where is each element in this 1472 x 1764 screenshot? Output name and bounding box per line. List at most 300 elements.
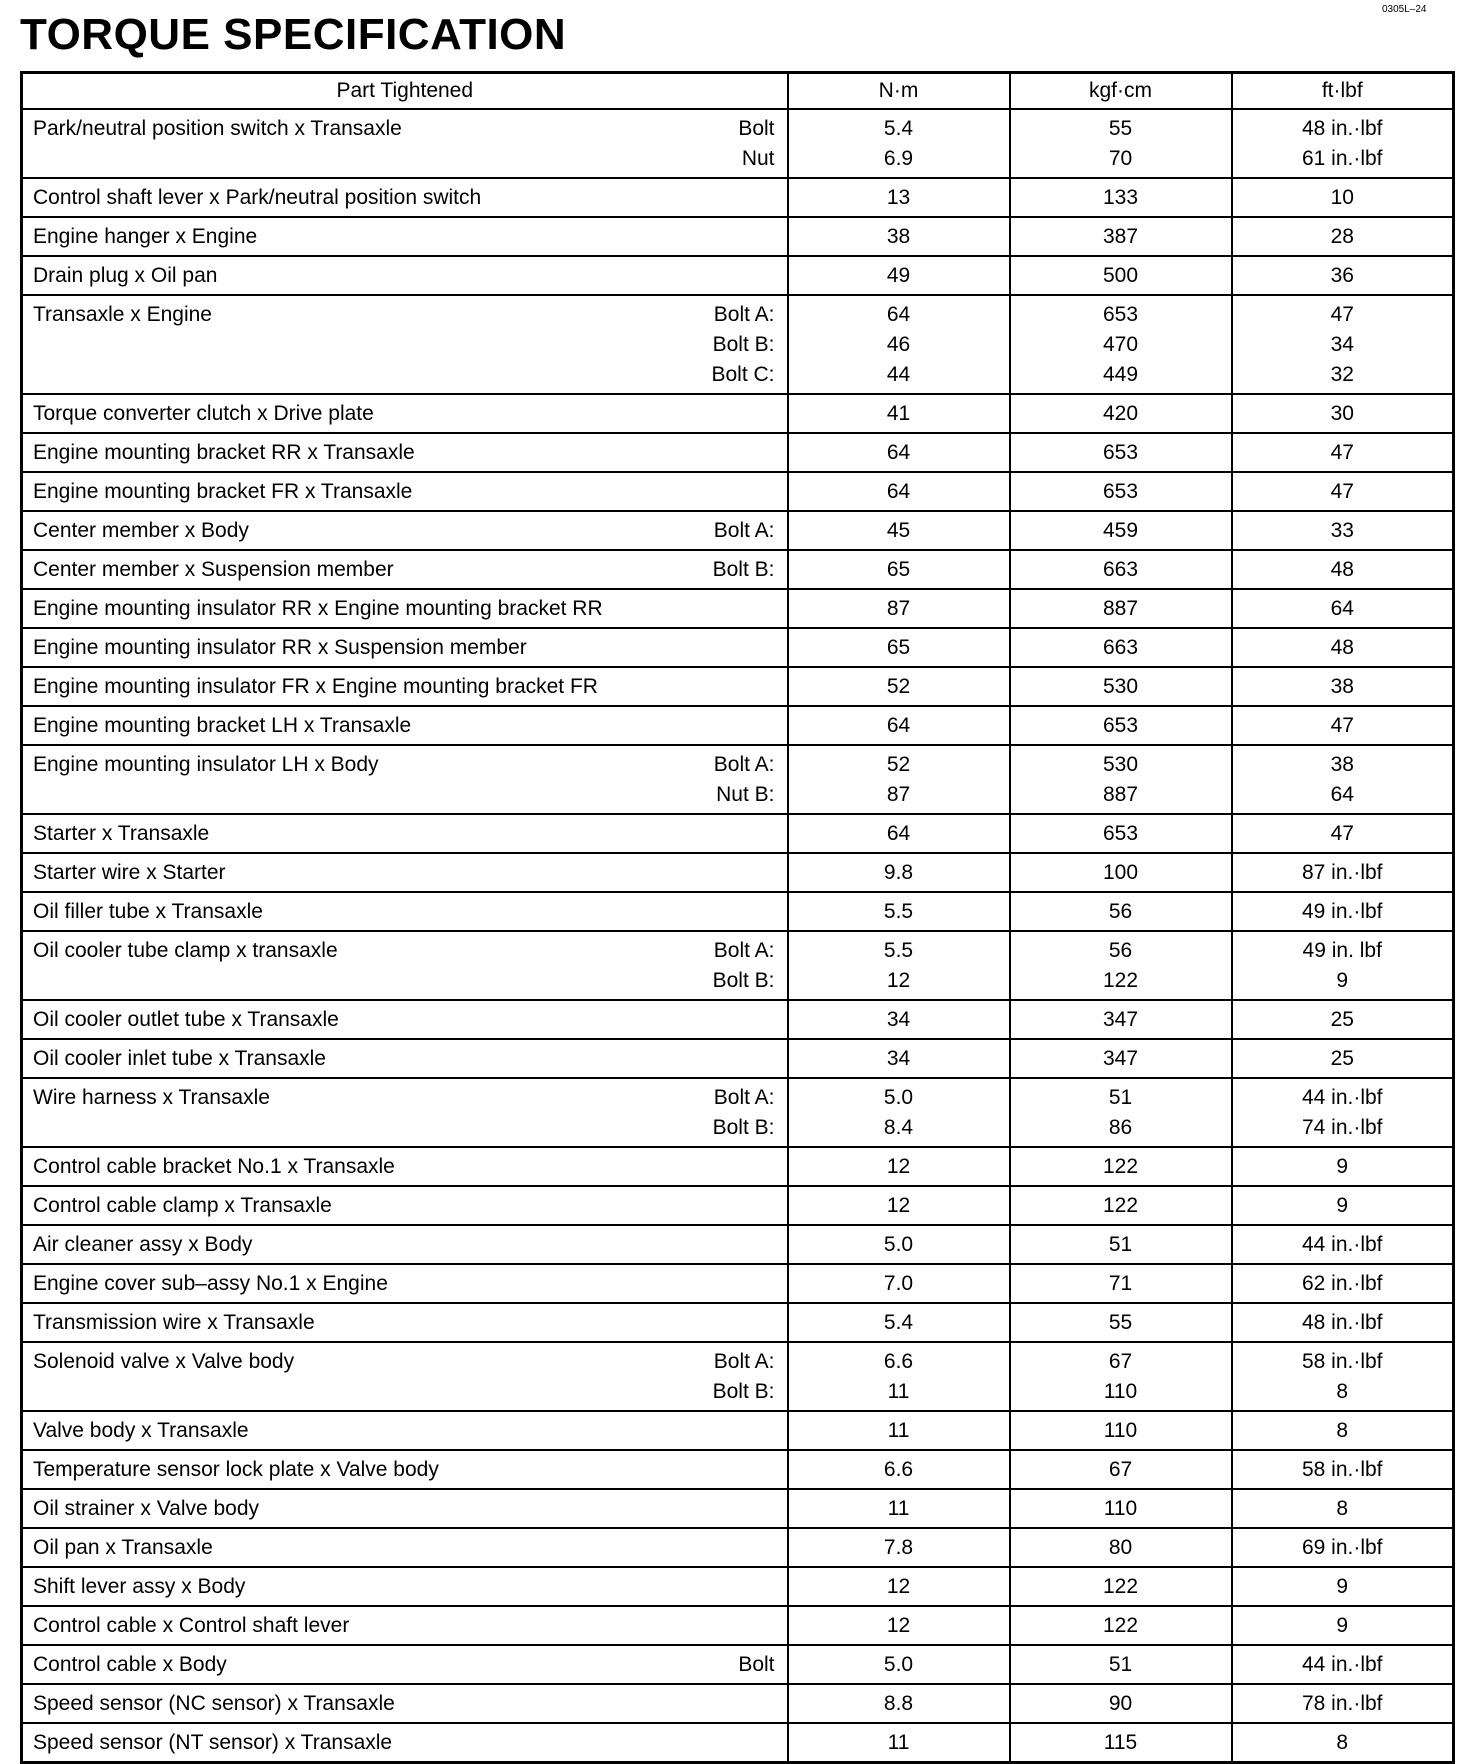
ftlbf-cell [1232, 1303, 1454, 1342]
nm-value: 8.4 [883, 1116, 914, 1139]
part-cell-content [33, 750, 775, 810]
nm-cell [788, 1303, 1010, 1342]
table-row [22, 628, 1454, 667]
ftlbf-value: 48 in.·lbf [1301, 117, 1383, 140]
part-cell-content [33, 114, 775, 174]
ftlbf-cell [1232, 745, 1454, 814]
nm-value: 87 [886, 783, 911, 806]
nm-value: 34 [886, 1047, 911, 1070]
part-cell [22, 1039, 788, 1078]
kgfcm-cell [1010, 1039, 1232, 1078]
kgfcm-cell [1010, 1186, 1232, 1225]
nm-value: 11 [887, 1419, 910, 1442]
part-cell-content [33, 711, 775, 741]
part-cell-content [33, 183, 775, 213]
nm-value: 12 [886, 1575, 911, 1598]
nm-value: 6.6 [883, 1350, 914, 1373]
ftlbf-cell [1232, 1528, 1454, 1567]
ftlbf-cell [1232, 1039, 1454, 1078]
part-name: Torque converter clutch x Drive plate [33, 402, 374, 425]
table-row [22, 745, 1454, 814]
fastener-label: Bolt A: [713, 1086, 775, 1109]
part-cell [22, 1450, 788, 1489]
ftlbf-cell [1232, 1489, 1454, 1528]
table-row [22, 1684, 1454, 1723]
table-row [22, 1147, 1454, 1186]
nm-cell [788, 1645, 1010, 1684]
ftlbf-cell [1232, 1225, 1454, 1264]
part-name: Speed sensor (NT sensor) x Transaxle [33, 1731, 393, 1754]
part-cell-content [33, 672, 775, 702]
ftlbf-cell [1232, 256, 1454, 295]
ftlbf-cell [1232, 217, 1454, 256]
kgfcm-cell [1010, 1225, 1232, 1264]
part-cell [22, 892, 788, 931]
kgfcm-cell [1010, 1411, 1232, 1450]
ftlbf-cell [1232, 1567, 1454, 1606]
part-cell-content [33, 858, 775, 888]
ftlbf-value: 49 in.·lbf [1301, 900, 1383, 923]
nm-cell [788, 1078, 1010, 1147]
part-cell-content [33, 1230, 775, 1260]
nm-value: 11 [887, 1380, 910, 1403]
part-cell-content [33, 555, 775, 585]
part-cell [22, 931, 788, 1000]
kgfcm-value: 122 [1102, 969, 1139, 992]
header-kgfcm: kgf·cm [1010, 73, 1232, 110]
ftlbf-value: 48 [1330, 636, 1354, 659]
nm-cell [788, 1342, 1010, 1411]
ftlbf-cell [1232, 433, 1454, 472]
nm-cell [788, 217, 1010, 256]
ftlbf-value: 8 [1336, 1497, 1349, 1520]
nm-cell [788, 1684, 1010, 1723]
ftlbf-value: 78 in.·lbf [1301, 1692, 1383, 1715]
nm-cell [788, 472, 1010, 511]
part-cell-content [33, 1494, 775, 1524]
part-cell [22, 109, 788, 178]
table-row [22, 814, 1454, 853]
nm-value: 11 [887, 1731, 910, 1754]
kgfcm-value: 887 [1102, 597, 1139, 620]
table-row [22, 1567, 1454, 1606]
nm-value: 6.9 [883, 147, 914, 170]
kgfcm-value: 51 [1108, 1086, 1133, 1109]
kgfcm-value: 653 [1102, 714, 1139, 737]
part-cell-content [33, 1533, 775, 1563]
fastener-label: Bolt B: [712, 1380, 775, 1403]
fastener-label: Bolt A: [713, 753, 775, 776]
nm-cell [788, 511, 1010, 550]
ftlbf-cell [1232, 628, 1454, 667]
part-cell-content [33, 1455, 775, 1485]
kgfcm-cell [1010, 1303, 1232, 1342]
kgfcm-value: 653 [1102, 303, 1139, 326]
ftlbf-value: 32 [1330, 363, 1354, 386]
ftlbf-value: 38 [1330, 753, 1354, 776]
ftlbf-cell [1232, 550, 1454, 589]
kgfcm-value: 86 [1108, 1116, 1133, 1139]
nm-value: 44 [886, 363, 911, 386]
part-cell-content [33, 1191, 775, 1221]
ftlbf-value: 9 [1336, 1575, 1349, 1598]
kgfcm-value: 80 [1108, 1536, 1133, 1559]
part-cell [22, 1606, 788, 1645]
kgfcm-cell [1010, 1450, 1232, 1489]
part-cell [22, 814, 788, 853]
part-cell [22, 1342, 788, 1411]
nm-cell [788, 892, 1010, 931]
fastener-label: Nut [741, 147, 775, 170]
nm-cell [788, 1489, 1010, 1528]
nm-cell [788, 433, 1010, 472]
kgfcm-cell [1010, 814, 1232, 853]
kgfcm-cell [1010, 628, 1232, 667]
table-row [22, 550, 1454, 589]
kgfcm-cell [1010, 433, 1232, 472]
ftlbf-value: 58 in.·lbf [1301, 1350, 1383, 1373]
part-cell [22, 394, 788, 433]
fastener-label: Bolt [738, 1653, 775, 1676]
table-row [22, 1039, 1454, 1078]
ftlbf-value: 47 [1330, 441, 1354, 464]
table-row [22, 394, 1454, 433]
table-row [22, 667, 1454, 706]
part-cell-content [33, 1269, 775, 1299]
part-cell [22, 589, 788, 628]
part-cell [22, 1078, 788, 1147]
ftlbf-value: 38 [1330, 675, 1354, 698]
nm-value: 13 [886, 186, 911, 209]
ftlbf-cell [1232, 1186, 1454, 1225]
fastener-label: Bolt A: [713, 519, 775, 542]
part-cell [22, 853, 788, 892]
kgfcm-value: 347 [1102, 1008, 1139, 1031]
nm-value: 52 [886, 753, 911, 776]
kgfcm-cell [1010, 109, 1232, 178]
ftlbf-cell [1232, 1411, 1454, 1450]
table-row [22, 589, 1454, 628]
kgfcm-cell [1010, 667, 1232, 706]
part-cell-content [33, 1044, 775, 1074]
nm-cell [788, 1039, 1010, 1078]
nm-value: 11 [887, 1497, 910, 1520]
nm-value: 41 [886, 402, 911, 425]
part-name: Engine mounting insulator RR x Engine mounting bracket RR [33, 597, 603, 620]
nm-value: 45 [886, 519, 911, 542]
part-cell-content [33, 897, 775, 927]
table-row [22, 1303, 1454, 1342]
ftlbf-value: 8 [1336, 1731, 1349, 1754]
table-row [22, 295, 1454, 394]
part-cell-content [33, 1308, 775, 1338]
part-cell-content [33, 1572, 775, 1602]
kgfcm-value: 122 [1102, 1614, 1139, 1637]
ftlbf-value: 69 in.·lbf [1301, 1536, 1383, 1559]
ftlbf-value: 49 in. lbf [1302, 939, 1382, 962]
part-name: Oil cooler inlet tube x Transaxle [33, 1047, 326, 1070]
nm-cell [788, 1186, 1010, 1225]
kgfcm-cell [1010, 1645, 1232, 1684]
table-row [22, 1645, 1454, 1684]
fastener-list [714, 750, 775, 810]
kgfcm-cell [1010, 1528, 1232, 1567]
kgfcm-value: 122 [1102, 1194, 1139, 1217]
nm-value: 64 [886, 303, 911, 326]
nm-cell [788, 667, 1010, 706]
kgfcm-cell [1010, 1684, 1232, 1723]
kgfcm-value: 71 [1108, 1272, 1133, 1295]
table-row [22, 1723, 1454, 1763]
kgfcm-cell [1010, 853, 1232, 892]
fastener-label: Bolt C: [711, 363, 775, 386]
part-cell-content [33, 1689, 775, 1719]
kgfcm-value: 56 [1108, 939, 1133, 962]
nm-value: 9.8 [883, 861, 914, 884]
kgfcm-value: 133 [1102, 186, 1139, 209]
ftlbf-cell [1232, 931, 1454, 1000]
kgfcm-value: 56 [1108, 900, 1133, 923]
table-row [22, 472, 1454, 511]
table-body [22, 109, 1454, 1763]
part-name: Oil cooler tube clamp x transaxle [33, 939, 338, 962]
ftlbf-value: 47 [1330, 714, 1354, 737]
part-cell [22, 1411, 788, 1450]
ftlbf-cell [1232, 892, 1454, 931]
nm-cell [788, 1147, 1010, 1186]
nm-cell [788, 628, 1010, 667]
ftlbf-cell [1232, 1078, 1454, 1147]
table-row [22, 1450, 1454, 1489]
ftlbf-value: 9 [1336, 969, 1349, 992]
kgfcm-cell [1010, 394, 1232, 433]
ftlbf-cell [1232, 1450, 1454, 1489]
kgfcm-cell [1010, 1567, 1232, 1606]
table-row [22, 892, 1454, 931]
part-name: Valve body x Transaxle [33, 1419, 249, 1442]
fastener-label: Bolt A: [713, 939, 775, 962]
ftlbf-value: 9 [1336, 1194, 1349, 1217]
kgfcm-value: 420 [1102, 402, 1139, 425]
kgfcm-value: 51 [1108, 1233, 1133, 1256]
part-cell-content [33, 222, 775, 252]
fastener-label: Bolt B: [712, 333, 775, 356]
ftlbf-value: 44 in.·lbf [1301, 1086, 1383, 1109]
ftlbf-value: 64 [1330, 783, 1354, 806]
part-cell [22, 1567, 788, 1606]
kgfcm-cell [1010, 217, 1232, 256]
nm-value: 6.6 [883, 1458, 914, 1481]
ftlbf-cell [1232, 511, 1454, 550]
fastener-label: Bolt [738, 117, 775, 140]
table-row [22, 853, 1454, 892]
part-cell [22, 217, 788, 256]
nm-value: 5.0 [883, 1086, 914, 1109]
kgfcm-value: 55 [1108, 117, 1133, 140]
table-row [22, 433, 1454, 472]
ftlbf-cell [1232, 1645, 1454, 1684]
kgfcm-cell [1010, 892, 1232, 931]
kgfcm-value: 110 [1103, 1380, 1138, 1403]
nm-value: 64 [886, 714, 911, 737]
nm-cell [788, 745, 1010, 814]
ftlbf-cell [1232, 295, 1454, 394]
nm-cell [788, 394, 1010, 433]
table-row [22, 706, 1454, 745]
document-code: 0305L–24 [1382, 4, 1427, 15]
part-name: Engine mounting insulator RR x Suspension member [33, 636, 527, 659]
part-cell-content [33, 399, 775, 429]
kgfcm-value: 70 [1108, 147, 1133, 170]
kgfcm-cell [1010, 1723, 1232, 1763]
table-row [22, 109, 1454, 178]
ftlbf-value: 64 [1330, 597, 1354, 620]
kgfcm-value: 530 [1102, 753, 1139, 776]
part-name: Control shaft lever x Park/neutral position switch [33, 186, 482, 209]
nm-cell [788, 1606, 1010, 1645]
part-cell [22, 1225, 788, 1264]
nm-cell [788, 931, 1010, 1000]
kgfcm-value: 387 [1102, 225, 1139, 248]
table-row [22, 1078, 1454, 1147]
kgfcm-value: 67 [1108, 1350, 1133, 1373]
kgfcm-value: 653 [1102, 480, 1139, 503]
table-row [22, 178, 1454, 217]
nm-cell [788, 853, 1010, 892]
ftlbf-value: 25 [1330, 1008, 1354, 1031]
part-name: Air cleaner assy x Body [33, 1233, 253, 1256]
ftlbf-cell [1232, 394, 1454, 433]
part-name: Starter wire x Starter [33, 861, 226, 884]
ftlbf-value: 25 [1330, 1047, 1354, 1070]
ftlbf-value: 74 in.·lbf [1301, 1116, 1383, 1139]
nm-cell [788, 256, 1010, 295]
part-name: Control cable bracket No.1 x Transaxle [33, 1155, 395, 1178]
nm-value: 7.8 [883, 1536, 914, 1559]
part-name: Engine mounting bracket FR x Transaxle [33, 480, 413, 503]
ftlbf-value: 8 [1336, 1380, 1349, 1403]
nm-cell [788, 1528, 1010, 1567]
part-cell [22, 628, 788, 667]
ftlbf-value: 62 in.·lbf [1301, 1272, 1383, 1295]
fastener-list [738, 114, 774, 174]
ftlbf-cell [1232, 178, 1454, 217]
nm-value: 5.5 [883, 900, 914, 923]
part-name: Engine cover sub–assy No.1 x Engine [33, 1272, 388, 1295]
nm-value: 5.5 [883, 939, 914, 962]
nm-value: 7.0 [883, 1272, 914, 1295]
ftlbf-value: 47 [1330, 480, 1354, 503]
table-row [22, 511, 1454, 550]
part-name: Oil strainer x Valve body [33, 1497, 260, 1520]
table-row [22, 1000, 1454, 1039]
fastener-list [713, 936, 775, 996]
nm-cell [788, 1225, 1010, 1264]
nm-cell [788, 589, 1010, 628]
table-row [22, 1264, 1454, 1303]
part-name: Wire harness x Transaxle [33, 1086, 270, 1109]
kgfcm-cell [1010, 1264, 1232, 1303]
part-name: Engine mounting bracket LH x Transaxle [33, 714, 412, 737]
table-row [22, 1489, 1454, 1528]
ftlbf-cell [1232, 1723, 1454, 1763]
kgfcm-value: 51 [1108, 1653, 1133, 1676]
nm-value: 64 [886, 441, 911, 464]
ftlbf-value: 34 [1330, 333, 1354, 356]
kgfcm-value: 110 [1103, 1497, 1138, 1520]
kgfcm-value: 470 [1102, 333, 1139, 356]
part-cell-content [33, 1005, 775, 1035]
fastener-label: Bolt A: [713, 303, 775, 326]
nm-value: 49 [886, 264, 911, 287]
table-row [22, 1528, 1454, 1567]
torque-spec-table [20, 71, 1455, 1764]
table-row [22, 256, 1454, 295]
ftlbf-value: 36 [1330, 264, 1354, 287]
kgfcm-value: 55 [1108, 1311, 1133, 1334]
kgfcm-cell [1010, 472, 1232, 511]
kgfcm-value: 122 [1102, 1575, 1139, 1598]
part-cell-content [33, 516, 775, 546]
part-name: Park/neutral position switch x Transaxle [33, 117, 402, 140]
nm-value: 5.0 [883, 1233, 914, 1256]
part-name: Transmission wire x Transaxle [33, 1311, 315, 1334]
part-cell [22, 1489, 788, 1528]
part-name: Starter x Transaxle [33, 822, 210, 845]
part-cell-content [33, 819, 775, 849]
part-cell [22, 511, 788, 550]
nm-cell [788, 1567, 1010, 1606]
kgfcm-value: 530 [1102, 675, 1139, 698]
nm-value: 34 [886, 1008, 911, 1031]
nm-value: 5.4 [883, 117, 914, 140]
nm-cell [788, 706, 1010, 745]
kgfcm-value: 67 [1108, 1458, 1133, 1481]
kgfcm-value: 653 [1102, 441, 1139, 464]
kgfcm-value: 100 [1102, 861, 1139, 884]
part-name: Speed sensor (NC sensor) x Transaxle [33, 1692, 395, 1715]
fastener-label: Nut B: [716, 783, 775, 806]
part-name: Center member x Suspension member [33, 558, 394, 581]
part-cell [22, 1723, 788, 1763]
kgfcm-value: 90 [1108, 1692, 1133, 1715]
nm-value: 12 [886, 969, 911, 992]
ftlbf-value: 10 [1330, 186, 1354, 209]
part-cell-content [33, 438, 775, 468]
part-name: Control cable x Control shaft lever [33, 1614, 350, 1637]
ftlbf-cell [1232, 814, 1454, 853]
ftlbf-value: 47 [1330, 303, 1354, 326]
ftlbf-value: 47 [1330, 822, 1354, 845]
part-cell [22, 1264, 788, 1303]
ftlbf-cell [1232, 1606, 1454, 1645]
part-name: Oil cooler outlet tube x Transaxle [33, 1008, 339, 1031]
part-name: Drain plug x Oil pan [33, 264, 218, 287]
header-row [22, 73, 1454, 110]
part-cell-content [33, 1083, 775, 1143]
fastener-label: Bolt A: [713, 1350, 775, 1373]
part-cell-content [33, 1728, 775, 1758]
kgfcm-cell [1010, 1000, 1232, 1039]
kgfcm-cell [1010, 1147, 1232, 1186]
fastener-list [713, 555, 775, 585]
part-cell [22, 472, 788, 511]
ftlbf-cell [1232, 853, 1454, 892]
kgfcm-cell [1010, 1606, 1232, 1645]
kgfcm-cell [1010, 589, 1232, 628]
part-cell [22, 706, 788, 745]
ftlbf-value: 9 [1336, 1155, 1349, 1178]
